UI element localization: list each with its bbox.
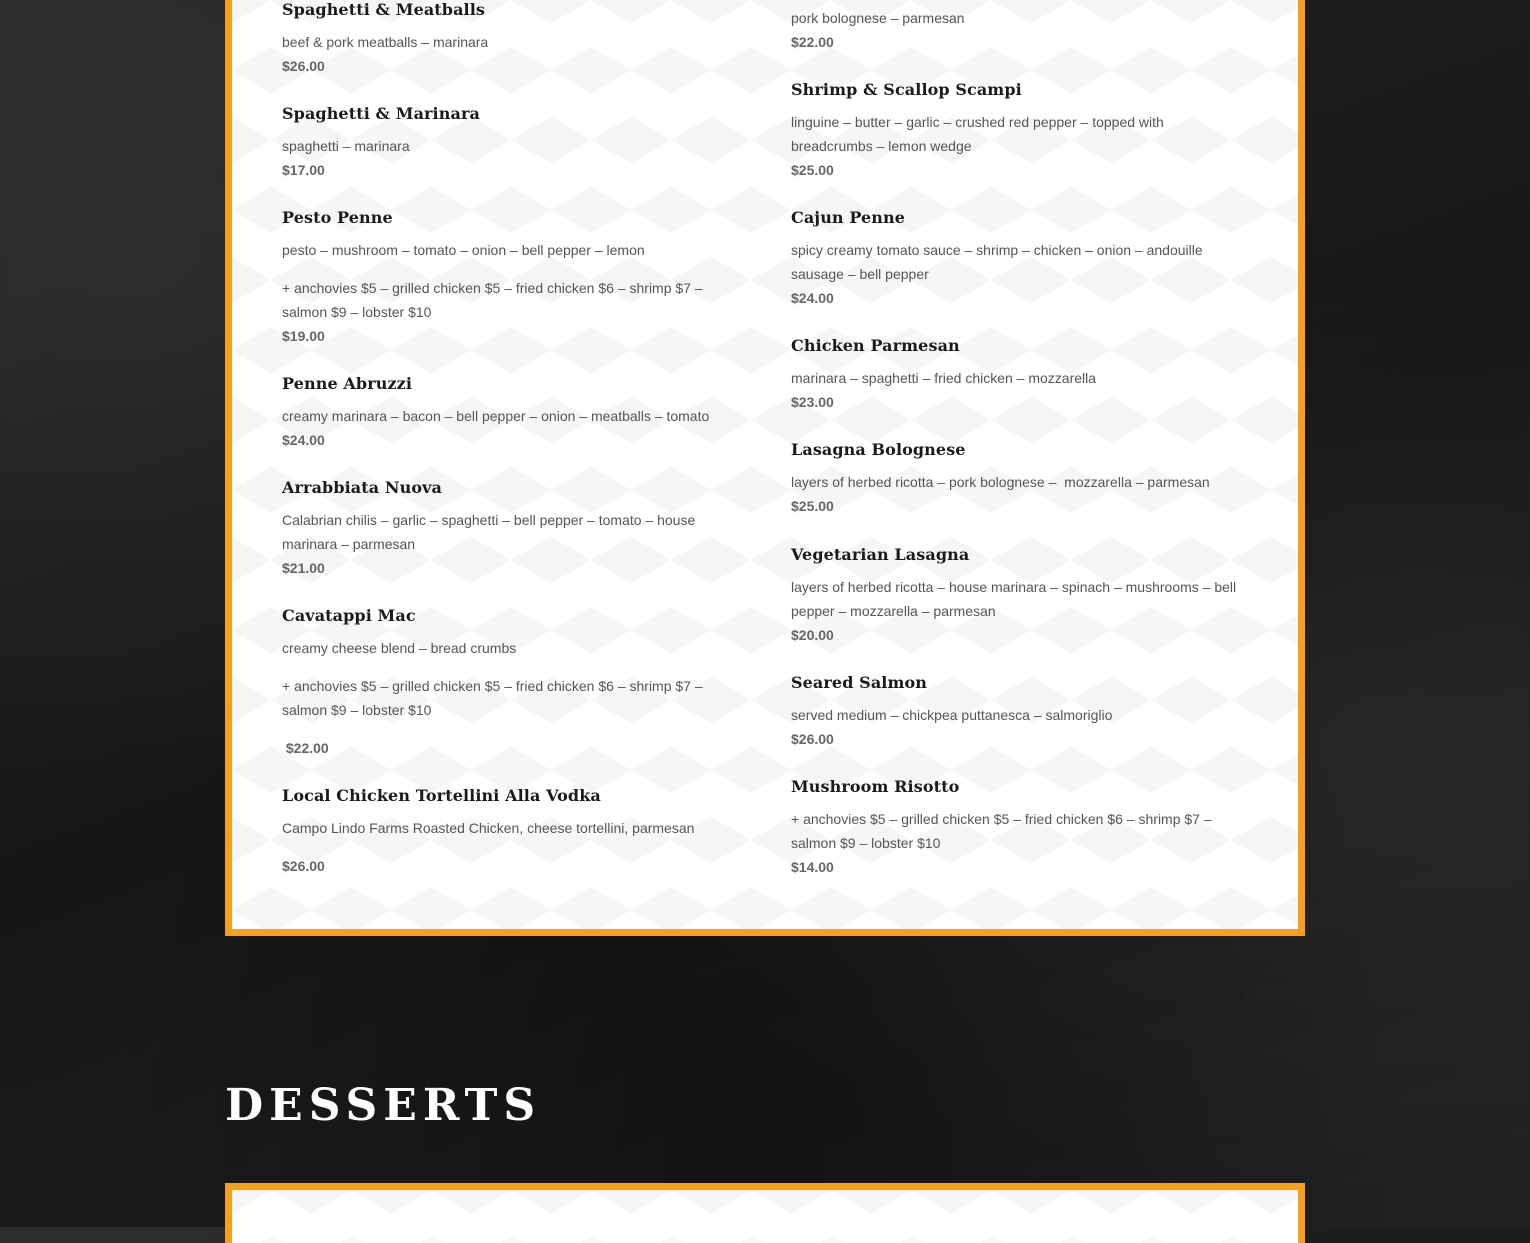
- menu-item-price: $24.00: [791, 290, 834, 306]
- menu-item-addons: + anchovies $5 – grilled chicken $5 – fried chicken $6 – shrimp $7 – salmon $9 – lobster $10: [282, 678, 703, 718]
- menu-item-name: Local Chicken Tortellini Alla Vodka: [282, 786, 601, 805]
- menu-item-name: Seared Salmon: [791, 673, 928, 692]
- menu-item: [282, 477, 742, 580]
- menu-item-price: $24.00: [282, 432, 325, 448]
- menu-item-price: $26.00: [282, 58, 325, 74]
- menu-item-description: linguine – butter – garlic – crushed red pepper – topped with breadcrumbs – lemon wedge: [791, 114, 1164, 154]
- section-heading-desserts: DESSERTS: [225, 1080, 542, 1131]
- menu-item-description: marinara – spaghetti – fried chicken – mozzarella: [791, 370, 1097, 386]
- menu-item-description: spicy creamy tomato sauce – shrimp – chicken – onion – andouille sausage – bell pepper: [791, 242, 1203, 282]
- menu-item-description: spaghetti – marinara: [282, 138, 410, 154]
- menu-item: [791, 6, 1241, 54]
- menu-item-description: layers of herbed ricotta – house marinara – spinach – mushrooms – bell pepper – mozzarella – parmesan: [791, 579, 1237, 619]
- menu-item-price: $21.00: [282, 560, 325, 576]
- menu-item-description: served medium – chickpea puttanesca – salmoriglio: [791, 707, 1113, 723]
- menu-item-price: $26.00: [791, 731, 834, 747]
- menu-item: [791, 207, 1241, 310]
- menu-item: [791, 544, 1241, 647]
- menu-item: [282, 207, 742, 348]
- menu-item-price: $26.00: [282, 858, 325, 874]
- menu-item-description: Calabrian chilis – garlic – spaghetti – bell pepper – tomato – house marinara – parmesan: [282, 512, 696, 552]
- menu-item-description: layers of herbed ricotta – pork bolognese – mozzarella – parmesan: [791, 474, 1210, 490]
- menu-item-description: Campo Lindo Farms Roasted Chicken, cheese tortellini, parmesan: [282, 820, 695, 836]
- menu-item: [282, 0, 742, 78]
- menu-item-price: $25.00: [791, 162, 834, 178]
- menu-item-name: Arrabbiata Nuova: [282, 478, 442, 497]
- menu-item-description: beef & pork meatballs – marinara: [282, 34, 489, 50]
- desserts-menu-panel: [225, 1183, 1305, 1243]
- menu-item: [791, 335, 1241, 414]
- menu-item-name: Lasagna Bolognese: [791, 440, 966, 459]
- menu-item: [282, 605, 742, 760]
- menu-item-name: Spaghetti & Marinara: [282, 104, 480, 123]
- menu-item-name: Cajun Penne: [791, 208, 906, 227]
- menu-item-price: $22.00: [791, 34, 834, 50]
- menu-item-price: $25.00: [791, 498, 834, 514]
- menu-item: [791, 439, 1241, 518]
- menu-item-price: $22.00: [282, 740, 329, 756]
- menu-item: [791, 776, 1241, 879]
- menu-item: [791, 672, 1241, 751]
- menu-item-description: pork bolognese – parmesan: [791, 10, 965, 26]
- entrees-menu-panel: [225, 0, 1305, 936]
- menu-item-name: Cavatappi Mac: [282, 606, 416, 625]
- menu-item-name: Chicken Parmesan: [791, 336, 960, 355]
- menu-item-name: Spaghetti & Meatballs: [282, 0, 486, 19]
- menu-item-description: creamy cheese blend – bread crumbs: [282, 640, 517, 656]
- menu-item-price: $17.00: [282, 162, 325, 178]
- menu-item-name: Shrimp & Scallop Scampi: [791, 80, 1022, 99]
- menu-item-name: Penne Abruzzi: [282, 374, 413, 393]
- menu-item-price: $19.00: [282, 328, 325, 344]
- menu-item-addons: + anchovies $5 – grilled chicken $5 – fried chicken $6 – shrimp $7 – salmon $9 – lobster $10: [282, 280, 703, 320]
- menu-item-price: $23.00: [791, 394, 834, 410]
- menu-item-name: Mushroom Risotto: [791, 777, 960, 796]
- menu-item-description: + anchovies $5 – grilled chicken $5 – fried chicken $6 – shrimp $7 – salmon $9 – lobster $10: [791, 811, 1212, 851]
- menu-item-description: creamy marinara – bacon – bell pepper – onion – meatballs – tomato: [282, 408, 710, 424]
- menu-item: [282, 373, 742, 452]
- menu-item-price: $14.00: [791, 859, 834, 875]
- menu-item-description: pesto – mushroom – tomato – onion – bell pepper – lemon: [282, 242, 645, 258]
- menu-item-name: Pesto Penne: [282, 208, 393, 227]
- menu-item: [282, 103, 742, 182]
- menu-item-price: $20.00: [791, 627, 834, 643]
- menu-item-name: Vegetarian Lasagna: [791, 545, 970, 564]
- menu-item: [791, 79, 1241, 182]
- menu-item: [282, 785, 742, 878]
